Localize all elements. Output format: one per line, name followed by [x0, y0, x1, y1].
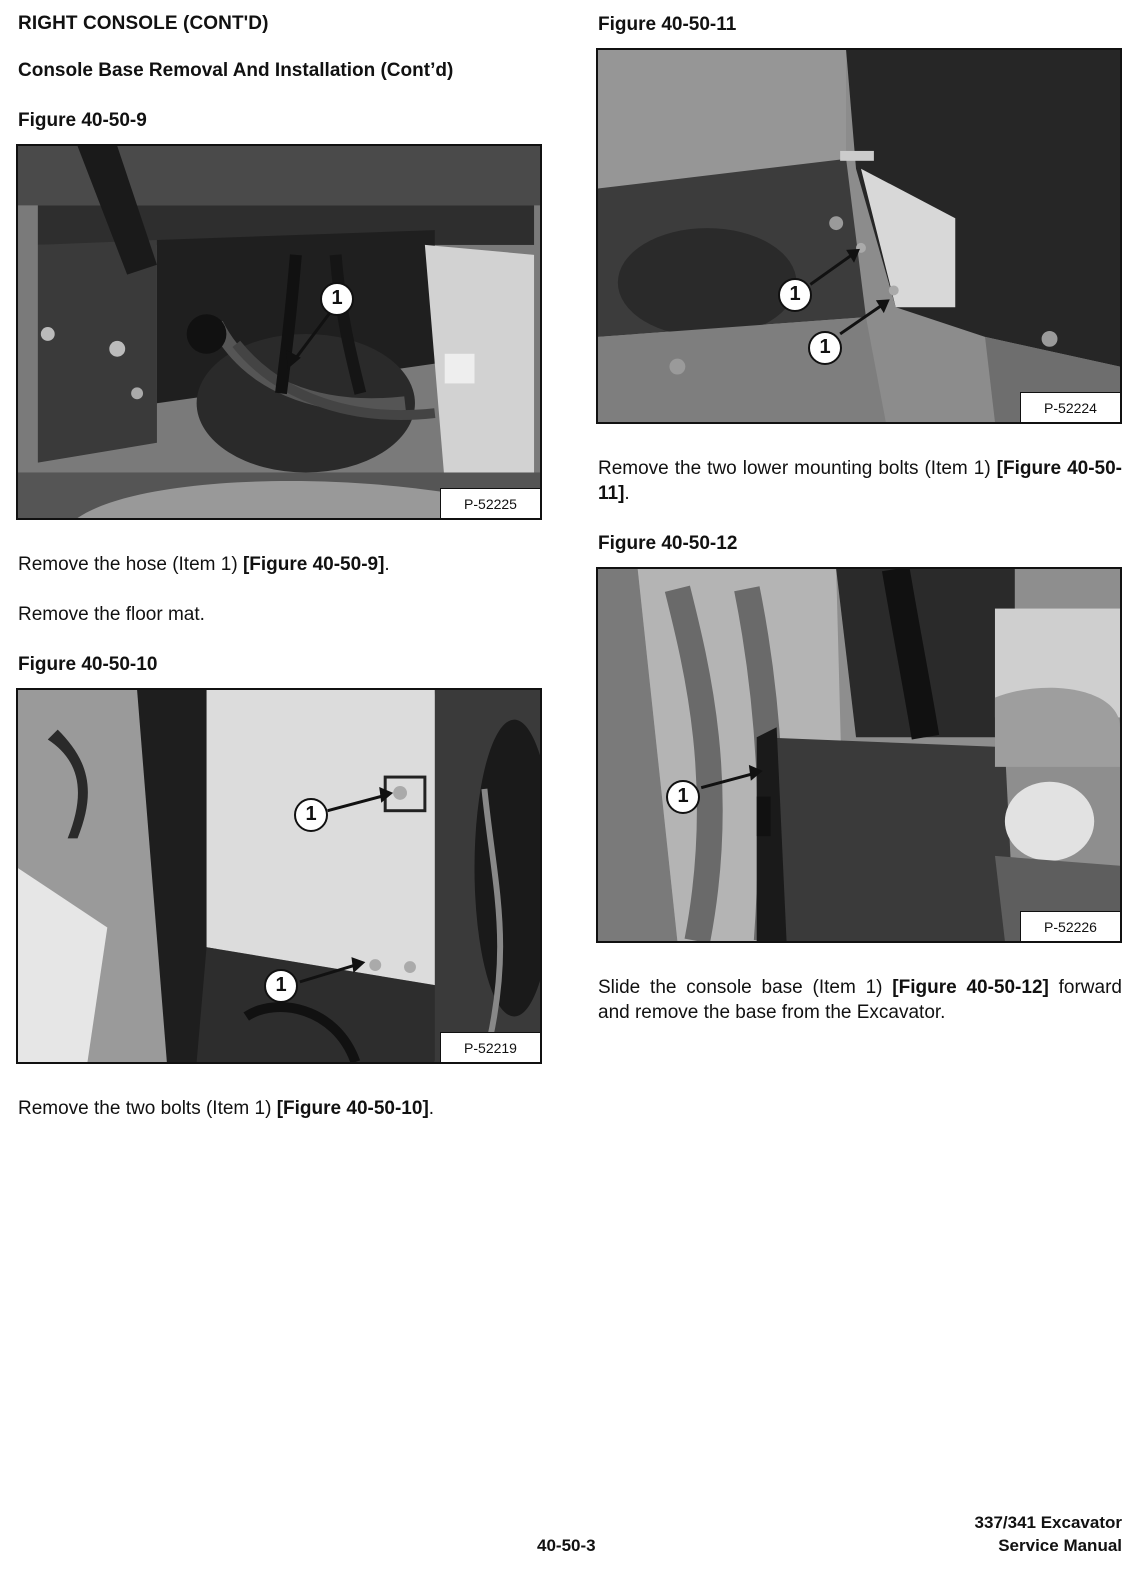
manual-title	[975, 1511, 1122, 1557]
figure-reference: [Figure 40-50-12]	[892, 977, 1049, 998]
callout-item-1: 1	[320, 282, 354, 316]
manual-title-line1: 337/341 Excavator	[974, 1513, 1122, 1532]
step-slide-console-base: Slide the console base (Item 1) [Figure 40-50-12] forward and remove the base from the Excavator.	[598, 977, 1122, 1023]
figure-40-50-10-label: Figure 40-50-10	[18, 654, 158, 675]
section-title: RIGHT CONSOLE (CONT'D)	[18, 13, 269, 34]
hose-photo-illustration	[18, 146, 540, 518]
figure-40-50-11-label: Figure 40-50-11	[598, 14, 737, 35]
step-remove-two-bolts: Remove the two bolts (Item 1) [Figure 40-50-10].	[18, 1098, 435, 1119]
figure-40-50-9-photo	[16, 144, 542, 520]
callout-item-1: 1	[666, 780, 700, 814]
photo-id-badge: P-52226	[1020, 911, 1120, 941]
step-remove-floor-mat: Remove the floor mat.	[18, 604, 205, 625]
callout-item-1-upper-bolt: 1	[294, 798, 328, 832]
page-number: 40-50-3	[537, 1536, 596, 1555]
figure-40-50-11-photo	[596, 48, 1122, 424]
manual-title-line2: Service Manual	[998, 1536, 1122, 1555]
subsection-title: Console Base Removal And Installation (Cont’d)	[18, 60, 454, 81]
callout-item-1-lower-bolt: 1	[264, 969, 298, 1003]
step-remove-lower-mounting-bolts: Remove the two lower mounting bolts (Item 1) [Figure 40-50-11].	[598, 458, 1122, 504]
photo-id-badge: P-52224	[1020, 392, 1120, 422]
figure-reference: [Figure 40-50-10]	[276, 1098, 429, 1119]
bolts-photo-illustration	[18, 690, 540, 1062]
figure-reference: [Figure 40-50-9]	[242, 554, 385, 575]
figure-40-50-9-label: Figure 40-50-9	[18, 110, 147, 131]
mounting-bolts-photo-illustration	[598, 50, 1120, 422]
figure-40-50-10-photo	[16, 688, 542, 1064]
callout-item-1-upper-bolt: 1	[778, 278, 812, 312]
figure-40-50-12-photo	[596, 567, 1122, 943]
console-base-photo-illustration	[598, 569, 1120, 941]
figure-40-50-12-label: Figure 40-50-12	[598, 533, 738, 554]
callout-item-1-lower-bolt: 1	[808, 331, 842, 365]
photo-id-badge: P-52225	[440, 488, 540, 518]
step-remove-hose: Remove the hose (Item 1) [Figure 40-50-9].	[18, 554, 390, 575]
figure-reference: [Figure 40-50-11]	[598, 458, 1122, 504]
photo-id-badge: P-52219	[440, 1032, 540, 1062]
